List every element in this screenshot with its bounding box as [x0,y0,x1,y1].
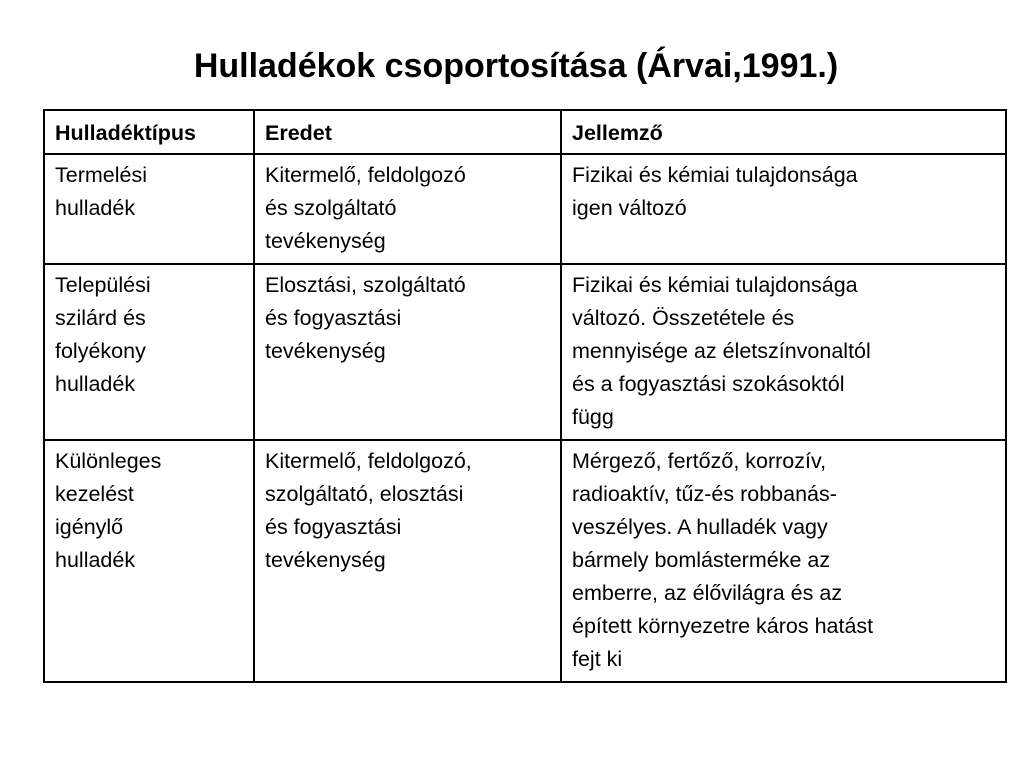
cell-origin: Kitermelő, feldolgozó és szolgáltató tevékenység [254,154,561,264]
header-origin: Eredet [254,110,561,154]
waste-classification-table [43,109,1007,683]
cell-origin: Elosztási, szolgáltató és fogyasztási tevékenység [254,264,561,440]
header-waste-type: Hulladéktípus [44,110,254,154]
cell-characteristic: Fizikai és kémiai tulajdonsága igen változó [561,154,1006,264]
table-row [44,440,1006,682]
cell-waste-type: Termelési hulladék [44,154,254,264]
cell-waste-type: Különleges kezelést igénylő hulladék [44,440,254,682]
cell-characteristic: Mérgező, fertőző, korrozív, radioaktív, tűz-és robbanás- veszélyes. A hulladék vagy bármely bomlásterméke az emberre, az élővilágra és az épített környezetre káros hatást fejt ki [561,440,1006,682]
cell-origin: Kitermelő, feldolgozó, szolgáltató, elosztási és fogyasztási tevékenység [254,440,561,682]
table-header-row [44,110,1006,154]
header-characteristic: Jellemző [561,110,1006,154]
cell-characteristic: Fizikai és kémiai tulajdonsága változó. Összetétele és mennyisége az életszínvonaltól és a fogyasztási szokásoktól függ [561,264,1006,440]
table-row [44,264,1006,440]
table-row [44,154,1006,264]
cell-waste-type: Települési szilárd és folyékony hulladék [44,264,254,440]
slide-title: Hulladékok csoportosítása (Árvai,1991.) [193,47,839,85]
